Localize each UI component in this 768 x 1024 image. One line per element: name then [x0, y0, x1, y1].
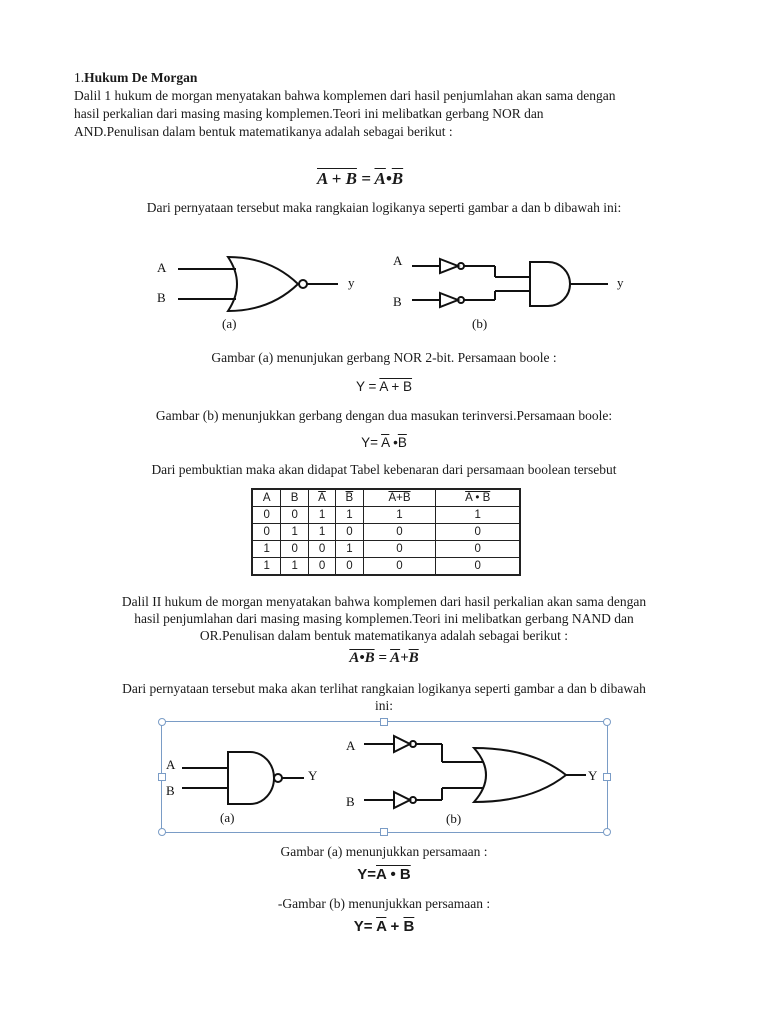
- equation-term-a: $\overline{A}$: [374, 169, 386, 188]
- truth-table: [251, 488, 521, 576]
- logic-diagram-1: [150, 244, 640, 334]
- column-header: A • B: [436, 489, 520, 507]
- table-cell: 1: [308, 507, 335, 524]
- equation-overlined: A • B: [376, 866, 411, 883]
- table-cell: 1: [252, 541, 281, 558]
- nor-gate: [228, 257, 298, 311]
- table-cell: 1: [363, 507, 436, 524]
- figure-b-caption: -Gambar (b) menunjukkan persamaan :: [277, 896, 491, 911]
- equation-term-b: $\overline{B}$: [403, 918, 415, 935]
- output-label: y: [348, 275, 355, 290]
- table-row: [252, 507, 520, 524]
- equation-term-a: $\overline{A}$: [376, 918, 387, 935]
- equation-term-b: $\overline{B}$: [408, 650, 419, 666]
- result-equation-a: [0, 866, 768, 883]
- image-selection-frame[interactable]: [161, 721, 608, 833]
- table-cell: 0: [436, 524, 520, 541]
- equation-overlined: A + B: [379, 379, 413, 394]
- table-cell: 0: [363, 541, 436, 558]
- caption-a: (a): [222, 316, 237, 331]
- figure-a-caption: Gambar (a) menunjukkan persamaan :: [280, 844, 488, 859]
- equation-plus: +: [400, 650, 409, 666]
- input-a-label: A: [157, 260, 167, 275]
- table-cell: 0: [281, 507, 308, 524]
- figure-b-caption: Gambar (b) menunjukkan gerbang dengan dua masukan terinversi.Persamaan boole:: [155, 408, 613, 423]
- paragraph-line: hasil penjumlahan dari masing masing komplemen.Teori ini melibatkan gerbang NAND dan: [134, 611, 634, 626]
- table-cell: 0: [308, 558, 335, 576]
- table-cell: 1: [336, 541, 363, 558]
- table-cell: 0: [436, 558, 520, 576]
- table-cell: 1: [308, 524, 335, 541]
- paragraph-line: Dalil II hukum de morgan menyatakan bahwa komplemen dari hasil perkalian akan sama dengan: [121, 594, 647, 609]
- figure-intro: Dari pernyataan tersebut maka akan terlihat rangkaian logikanya seperti gambar a dan b dibawah: [122, 681, 646, 696]
- equation-dot: •: [389, 435, 398, 450]
- table-row: [252, 541, 520, 558]
- logic-diagram-2: [162, 722, 607, 832]
- nand-gate: [228, 752, 274, 804]
- caption-a: (a): [220, 810, 235, 825]
- output-label: Y: [308, 768, 318, 783]
- section-number: 1.: [74, 70, 85, 85]
- caption-b: (b): [446, 811, 462, 826]
- input-a-label: A: [346, 738, 356, 753]
- equation-equals: =: [378, 650, 387, 666]
- table-row: [252, 524, 520, 541]
- table-cell: 0: [363, 524, 436, 541]
- result-equation-b: [0, 918, 768, 935]
- column-header: $\overline{B}$: [336, 489, 363, 507]
- input-a-label: A: [166, 757, 176, 772]
- equation-term-a: $\overline{A}$: [381, 435, 390, 450]
- input-b-label: B: [393, 294, 402, 309]
- figure-intro: Dari pernyataan tersebut maka rangkaian logikanya seperti gambar a dan b dibawah ini:: [146, 200, 622, 215]
- boole-equation-b: [0, 434, 768, 451]
- inverter-bubble: [274, 774, 282, 782]
- table-intro: Dari pembuktian maka akan didapat Tabel kebenaran dari persamaan boolean tersebut: [151, 462, 617, 477]
- column-header: A: [252, 489, 281, 507]
- equation-prefix: Y =: [355, 379, 380, 394]
- table-cell: 0: [336, 558, 363, 576]
- caption-b: (b): [472, 316, 488, 331]
- inverter-bubble: [299, 280, 307, 288]
- paragraph-line: AND.Penulisan dalam bentuk matematikanya adalah sebagai berikut :: [74, 124, 453, 139]
- inverter: [394, 736, 410, 752]
- input-a-label: A: [393, 253, 403, 268]
- figure-a-caption: Gambar (a) menunjukan gerbang NOR 2-bit. Persamaan boole :: [211, 350, 557, 365]
- inverter: [440, 293, 458, 307]
- table-cell: 0: [308, 541, 335, 558]
- equation-plus: +: [386, 918, 404, 935]
- section-heading: [74, 69, 197, 86]
- boole-equation-a: [0, 378, 768, 395]
- or-gate: [474, 748, 566, 802]
- figure-intro: ini:: [374, 698, 393, 713]
- paragraph-line: hasil perkalian dari masing masing komplemen.Teori ini melibatkan gerbang NOR dan: [74, 106, 544, 121]
- equation-prefix: Y=: [361, 435, 382, 450]
- column-header: A+B: [363, 489, 436, 507]
- equation-lhs: A•B: [349, 650, 375, 666]
- output-label: y: [617, 275, 624, 290]
- equation-equals: =: [361, 169, 371, 188]
- table-cell: 1: [281, 524, 308, 541]
- equation-prefix: Y=: [357, 866, 377, 883]
- input-b-label: B: [166, 783, 175, 798]
- inverter: [440, 259, 458, 273]
- paragraph-line: OR.Penulisan dalam bentuk matematikanya adalah sebagai berikut :: [199, 628, 569, 643]
- demorgan-equation-2: [0, 650, 768, 667]
- input-b-label: B: [346, 794, 355, 809]
- table-cell: 1: [281, 558, 308, 576]
- table-cell: 0: [281, 541, 308, 558]
- and-gate: [530, 262, 570, 306]
- section-title: Hukum De Morgan: [84, 70, 198, 85]
- paragraph-line: Dalil 1 hukum de morgan menyatakan bahwa komplemen dari hasil penjumlahan akan sama dengan: [74, 88, 616, 103]
- output-label: Y: [588, 768, 598, 783]
- table-cell: 1: [436, 507, 520, 524]
- equation-term-a: $\overline{A}$: [390, 650, 401, 666]
- equation-lhs: A + B: [317, 169, 357, 188]
- demorgan-equation-1: [317, 170, 403, 187]
- table-cell: 0: [363, 558, 436, 576]
- equation-term-b: $\overline{B}$: [391, 169, 404, 188]
- table-cell: 0: [336, 524, 363, 541]
- table-cell: 0: [436, 541, 520, 558]
- inverter: [394, 792, 410, 808]
- equation-term-b: $\overline{B}$: [397, 435, 407, 450]
- table-cell: 1: [252, 558, 281, 576]
- column-header: $\overline{A}$: [308, 489, 335, 507]
- table-cell: 0: [252, 524, 281, 541]
- table-row: [252, 558, 520, 576]
- equation-prefix: Y=: [353, 918, 377, 935]
- table-cell: 0: [252, 507, 281, 524]
- table-header-row: [252, 489, 520, 507]
- input-b-label: B: [157, 290, 166, 305]
- table-cell: 1: [336, 507, 363, 524]
- column-header: B: [281, 489, 308, 507]
- equation-dot: •: [385, 169, 392, 188]
